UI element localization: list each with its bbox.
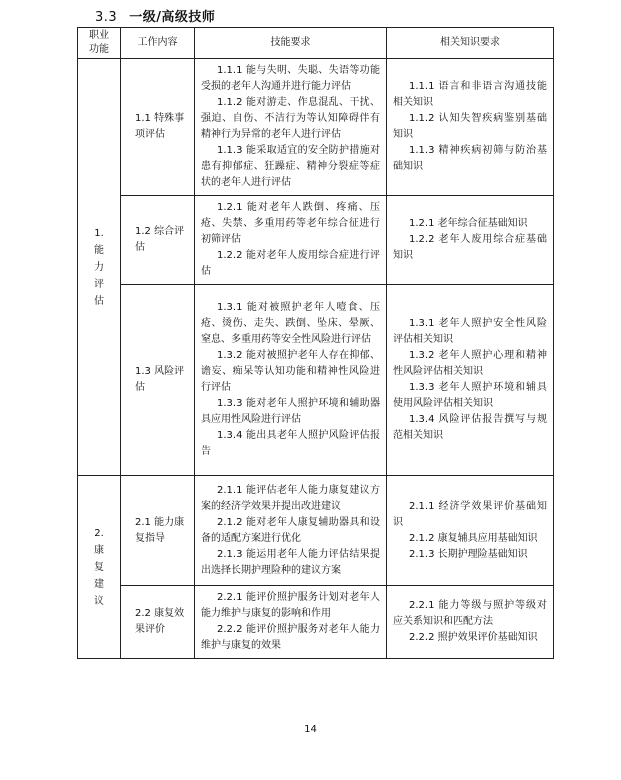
function-char: 能 [94,244,104,256]
skill-item: 1.2.2 能对老年人废用综合症进行评估 [201,250,380,277]
knowledge-item: 1.1.3 精神疾病初筛与防治基础知识 [393,145,547,172]
knowledge-item: 2.1.1 经济学效果评价基础知识 [393,500,547,528]
knowledge-cell [387,59,554,196]
function-char: 评 [94,278,104,290]
skill-item: 2.2.2 能评价照护服务对老年人能力维护与康复的效果 [201,624,380,651]
knowledge-item: 2.2.1 能力等级与照护等级对应关系知识和匹配方法 [393,600,547,627]
header-knowledge: 相关知识要求 [387,28,554,59]
table-row [78,476,554,586]
skill-item: 1.1.3 能采取适宜的安全防护措施对患有抑郁症、狂躁症、精神分裂症等症状的老年人进行评估 [201,145,380,188]
knowledge-item: 1.3.4 风险评估报告撰写与规范相关知识 [393,414,547,441]
skill-item: 2.1.3 能运用老年人能力评估结果提出选择长期护理险种的建议方案 [201,548,380,576]
knowledge-item: 2.1.2 康复辅具应用基础知识 [409,532,538,544]
skill-standard-table [77,27,554,659]
skill-cell [195,586,387,659]
work-cell: 1.3 风险评估 [121,285,195,476]
function-char: 议 [94,595,104,607]
knowledge-cell [387,476,554,586]
skill-item: 1.3.1 能对被照护老年人噎食、压疮、烫伤、走失、跌倒、坠床、晕厥、窒息、多重用药等安全性风险进行评估 [201,302,380,345]
header-function [78,28,121,59]
skill-item: 1.3.3 能对老年人照护环境和辅助器具应用性风险进行评估 [201,398,380,425]
skill-item: 2.1.2 能对老年人康复辅助器具和设备的适配方案进行优化 [201,516,380,544]
knowledge-item: 1.2.2 老年人废用综合症基础知识 [393,234,547,261]
skill-cell [195,476,387,586]
knowledge-item: 2.2.2 照护效果评价基础知识 [409,632,538,643]
header-work: 工作内容 [121,28,195,59]
knowledge-cell [387,586,554,659]
work-cell: 2.1 能力康复指导 [121,476,195,586]
skill-item: 2.1.1 能评估老年人能力康复建议方案的经济学效果并提出改进建议 [201,484,380,512]
knowledge-item: 1.3.2 老年人照护心理和精神性风险评估相关知识 [393,350,547,377]
skill-item: 1.1.2 能对游走、作息混乱、干扰、强迫、自伤、不洁行为等认知障碍伴有精神行为异常的老年人进行评估 [201,97,380,140]
table-row [78,196,554,285]
skill-cell [195,59,387,196]
table-row [78,285,554,476]
skill-cell [195,196,387,285]
function-char: 复 [94,561,104,573]
header-function-line1: 职业 [89,30,109,41]
skill-item: 2.2.1 能评价照护服务计划对老年人能力维护与康复的影响和作用 [201,592,380,619]
skill-item: 1.1.1 能与失明、失聪、失语等功能受损的老年人沟通并进行能力评估 [201,65,380,92]
knowledge-cell [387,285,554,476]
knowledge-item: 1.3.1 老年人照护安全性风险评估相关知识 [393,318,547,345]
section-heading: 一级/高级技师 [129,10,216,25]
header-skill: 技能要求 [195,28,387,59]
work-cell: 1.1 特殊事项评估 [121,59,195,196]
page-number: 14 [304,724,317,735]
work-cell: 2.2 康复效果评价 [121,586,195,659]
table-header-row [78,28,554,59]
table-row [78,586,554,659]
skill-item: 1.3.4 能出具老年人照护风险评估报告 [201,430,380,457]
skill-item: 1.3.2 能对被照护老年人存在抑郁、谵妄、痴呆等认知功能和精神性风险进行评估 [201,350,380,393]
function-char: 2. [94,527,104,539]
function-char: 1. [94,227,104,239]
knowledge-item: 1.1.1 语言和非语言沟通技能相关知识 [393,81,547,108]
skill-cell [195,285,387,476]
knowledge-item: 1.1.2 认知失智疾病鉴别基础知识 [393,113,547,140]
section-number: 3.3 [95,10,118,25]
knowledge-item: 1.2.1 老年综合征基础知识 [409,218,528,229]
function-char: 康 [94,544,104,556]
table-row [78,59,554,196]
knowledge-item: 2.1.3 长期护理险基础知识 [409,548,528,560]
skill-item: 1.2.1 能对老年人跌倒、疼痛、压疮、失禁、多重用药等老年综合征进行初筛评估 [201,202,380,245]
function-cell-2 [78,476,121,659]
knowledge-item: 1.3.3 老年人照护环境和辅具使用风险评估相关知识 [393,382,547,409]
function-char: 力 [94,261,104,273]
knowledge-cell [387,196,554,285]
section-title [95,6,215,25]
work-cell: 1.2 综合评估 [121,196,195,285]
function-char: 估 [94,295,104,307]
function-cell-1 [78,59,121,476]
function-char: 建 [94,578,104,590]
header-function-line2: 功能 [89,44,109,55]
